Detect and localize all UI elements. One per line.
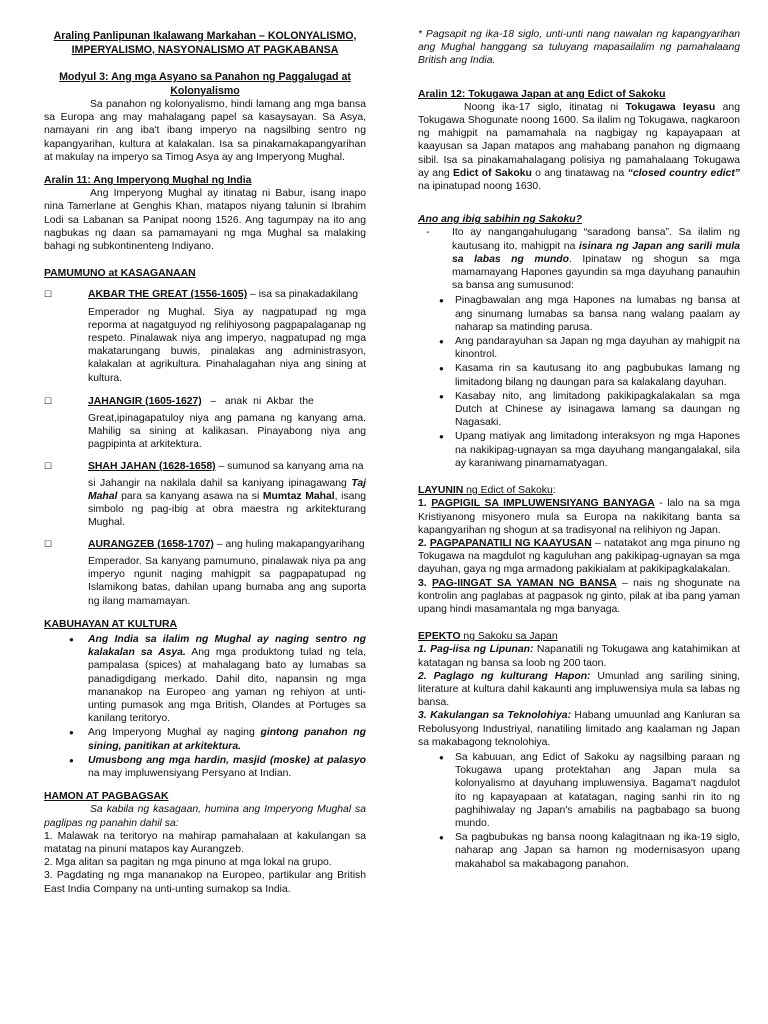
mumtaz-mahal: Mumtaz Mahal bbox=[262, 491, 335, 503]
item-text: Ang Imperyong Mughal ay naging bbox=[88, 727, 261, 739]
ruler-akbar bbox=[44, 288, 366, 301]
list-item: ● Kasama rin sa kautusang ito ang pagbubukas lamang ng limitadong bilang ng daungan para sa kalakalang dayuhan. bbox=[418, 362, 740, 388]
ruler-intro: – sumunod sa kanyang ama na bbox=[215, 460, 364, 472]
summary-list bbox=[418, 751, 740, 871]
item-emphasis: Umusbong ang mga hardin, masjid (moske) at palasyo bbox=[88, 754, 366, 766]
epekto-item bbox=[418, 643, 740, 669]
hamon-item: 2. Mga alitan sa pagitan ng mga pinuno at mga lokal na grupo. bbox=[44, 857, 332, 869]
epekto-item bbox=[418, 670, 740, 710]
ruler-intro: – ang huling makapangyarihang bbox=[213, 538, 365, 550]
intro-paragraph: Sa panahon ng kolonyalismo, hindi lamang ang mga bansa sa Europa ang may mahalagang papel sa kasaysayan. Sa Asya, namayani rin ang iba't ibang imperyo na nagsilbing sentro ng kapangyarihan, kultura at kalakalan. Isa sa pinakamakapangyarihan at makulay na imperyo sa Timog Asya ay ang Imperyong Mughal. bbox=[44, 99, 366, 163]
item-number: 1. bbox=[418, 498, 432, 510]
item-head: 1. Pag-iisa ng Lipunan: bbox=[418, 644, 534, 656]
taj-mahal: Taj Mahal bbox=[88, 477, 366, 503]
ruler-shah-jahan bbox=[44, 460, 366, 473]
checkbox-glyph-icon: ☐ bbox=[44, 460, 53, 471]
item-text: Umunlad ang sariling sining, literature at kultura dahil kakaunti ang impluwensiya mula sa labas ng bansa. bbox=[418, 670, 740, 709]
edict-of-sakoku: Edict of Sakoku bbox=[452, 167, 532, 179]
document-title-line2: IMPERYALISMO, NASYONALISMO AT PAGKABANSA bbox=[71, 43, 339, 56]
module-title-line1: Modyul 3: Ang mga Asyano sa Panahon ng Paggalugad at bbox=[59, 71, 351, 83]
document-title-line1: Araling Panlipunan Ikalawang Markahan – KOLONYALISMO, bbox=[53, 30, 357, 42]
ruler-description: Emperador ng Mughal. Siya ay nagpatupad ng mga reporma at nagatguyod ng relihiyosong pagpapalaganap ng respeto. Pinalawak niya ang imperyo, nagpatupad ng mga makatarungang buwis, pinalakas ang administrasyon, kalakalan at agrikultura. Pinahalagahan niya ang sining at kultura. bbox=[88, 306, 366, 384]
list-item: ● Upang matiyak ang limitadong interaksyon ng mga Hapones na nakikipag-ugnayan sa mga dayuhang mangangalakal, sila ay karaniwang pinamamatyagan. bbox=[418, 430, 740, 470]
ruler-description: Emperador. Sa kanyang pamumuno, pinalawak niya pa ang imperyo ngunit naging mahigpit sa pagpapatupad ng Islamikong batas, dahilan upang bumaba ang ang suporta ng ilang mamamayan. bbox=[88, 555, 366, 607]
sakoku-rules-list bbox=[418, 294, 740, 470]
layunin-colon: : bbox=[552, 485, 556, 497]
hamon-intro: Sa kabila ng kasagaan, humina ang Imperyong Mughal sa paglipas ng panahin dahil sa: bbox=[44, 804, 366, 829]
mughal-note: * Pagsapit ng ika-18 siglo, unti-unti nang nawalan ng kapangyarihan ang Mughal hanggang sa tuluyang mapasailalim ng pamahalaang British ang India. bbox=[418, 29, 740, 67]
text-part: na ipinatupad noong 1630. bbox=[418, 181, 542, 193]
item-text: Napanatili ng Tokugawa ang katahimikan at katatagan ng bansa sa loob ng 200 taon. bbox=[418, 644, 740, 669]
ano-heading: Ano ang ibig sabihin ng Sakoku? bbox=[418, 214, 582, 226]
item-number: 3. bbox=[418, 577, 433, 589]
item-text: – nais ng shogunate na kontrolin ang paglabas at pagpasok ng ginto, pilak at iba pang yaman upang hindi masamantala ng mga banyaga. bbox=[418, 577, 740, 615]
item-head: 2. Paglago ng kulturang Hapon: bbox=[418, 670, 591, 682]
left-column bbox=[44, 0, 366, 896]
closed-country-edict: “closed country edict” bbox=[627, 167, 740, 179]
epekto-rest: ng Sakoku sa Japan bbox=[460, 631, 558, 643]
ruler-description: Great,ipinagapatuloy niya ang pamana ng kanyang ama. Mahilig sa sining at kalikasan. Pinayabong niya ang pagpipinta at arkitektura. bbox=[88, 413, 366, 451]
item-name: PAGPAPANATILI NG KAAYUSAN bbox=[429, 537, 592, 549]
right-column bbox=[418, 0, 740, 872]
item-emphasis: Ang India sa ilalim ng Mughal ay naging sentro ng kalakalan sa Asya. bbox=[88, 633, 366, 659]
ruler-name: AURANGZEB (1658-1707) bbox=[88, 538, 214, 550]
item-text: – natatakot ang mga pinuno ng Tokugawa na magdulot ng kaguluhan ang pakikipag-ugnayan sa mga dayuhan, gaya ng mga armadong pakikialam at pakikipagkalakalan. bbox=[418, 537, 740, 576]
ruler-intro: – isa sa pinakadakilang bbox=[247, 289, 359, 301]
text-part: . Ipinataw ng shogun sa mga mamamayang Hapones gayundin sa mga dayuhang panauhin sa bansa ang sumusunod: bbox=[452, 253, 741, 292]
desc-part: si Jahangir na nakilala dahil sa kaniyang ipinagawang bbox=[88, 477, 352, 489]
checkbox-glyph-icon: ☐ bbox=[44, 289, 53, 300]
dash-bullet: - bbox=[426, 227, 430, 239]
hamon-item: 3. Pagdating ng mga mananakop na Europeo, partikular ang British East India Company na unti-unting sumakop sa India. bbox=[44, 870, 366, 895]
tokugawa-ieyasu: Tokugawa Ieyasu bbox=[625, 101, 716, 113]
kabuhayan-list bbox=[44, 633, 366, 780]
list-item bbox=[44, 726, 366, 752]
item-text: na may impluwensiyang Persyano at Indian. bbox=[88, 767, 292, 779]
epekto-item bbox=[418, 709, 740, 749]
list-item: ● Kasabay nito, ang limitadong pakikipagkalakalan sa mga Dutch at Chinese ay isinagawa lamang sa daungan ng Nagasaki. bbox=[418, 390, 740, 430]
epekto-label: EPEKTO bbox=[418, 631, 461, 643]
text-part: o ang tinatawag na bbox=[531, 167, 628, 179]
hamon-item: 1. Malawak na teritoryo na mahirap pamahalaan at kakulangan sa matatag na pinuni matapos kay Aurangzeb. bbox=[44, 830, 366, 855]
ruler-name: AKBAR THE GREAT (1556-1605) bbox=[88, 289, 248, 301]
ruler-jahangir bbox=[44, 395, 366, 408]
list-item bbox=[44, 633, 366, 725]
ruler-name: JAHANGIR (1605-1627) bbox=[88, 395, 202, 407]
list-item bbox=[44, 754, 366, 780]
aralin12-heading: Aralin 12: Tokugawa Japan at ang Edict of Sakoku bbox=[418, 88, 666, 100]
text-part: Ito ay nangangahulugang “saradong bansa”. Sa ilalim ng kautusang ito, mahigpit na bbox=[452, 227, 740, 252]
list-item: ● Sa pagbubukas ng bansa noong kalagitnaan ng ika-19 siglo, naharap ang Japan sa hamon ng modernisasyon upang makahabol sa makabagong panahon. bbox=[418, 831, 740, 871]
aralin12-paragraph bbox=[418, 101, 740, 193]
layunin-item bbox=[418, 497, 740, 537]
list-item: ● Ang pandarayuhan sa Japan ng mga dayuhan ay mahigpit na kinontrol. bbox=[418, 335, 740, 361]
module-title-line2: Kolonyalismo bbox=[170, 84, 240, 97]
aralin11-paragraph: Ang Imperyong Mughal ay itinatag ni Babur, isang inapo nina Tamerlane at Genghis Khan, matapos niyang talunin si Ibrahim Lodi sa Labanan sa Panipat noong 1526. Ang tagumpay na ito ang nagbukas ng daan sa pamamayani ng mga Mughal sa malaking bahagi ng subkontinenteng Indiyano. bbox=[44, 188, 366, 253]
checkbox-glyph-icon: ☐ bbox=[44, 538, 53, 549]
document-title bbox=[44, 30, 366, 57]
ruler-aurangzeb bbox=[44, 538, 366, 551]
ruler-name: SHAH JAHAN (1628-1658) bbox=[88, 460, 216, 472]
aralin11-heading: Aralin 11: Ang Imperyong Mughal ng India bbox=[44, 175, 252, 187]
item-emphasis: gintong panahon ng sining, panitikan at arkitektura. bbox=[88, 727, 366, 752]
list-item: ● Pinagbawalan ang mga Hapones na lumabas ng bansa at ang sinumang lumabas sa bansa nang walang paalam ay naharap sa matinding parusa. bbox=[418, 294, 740, 334]
pamumuno-heading: PAMUMUNO at KASAGANAAN bbox=[44, 268, 196, 280]
checkbox-glyph-icon: ☐ bbox=[44, 395, 53, 406]
ruler-description bbox=[88, 477, 366, 530]
module-title bbox=[44, 71, 366, 98]
hamon-heading: HAMON AT PAGBAGSAK bbox=[44, 791, 169, 803]
item-name: PAGPIGIL SA IMPLUWENSIYANG BANYAGA bbox=[431, 498, 655, 510]
item-head: 3. Kakulangan sa Teknolohiya: bbox=[418, 710, 572, 722]
layunin-heading bbox=[418, 484, 740, 497]
text-part: ang Tokugawa Shogunate noong 1600. Sa ilalim ng Tokugawa, nagkaroon ng mahigpit na pamamahala na nagbigay ng kapayapaan at kaayusan sa Japan matapos ang mahabang panahon ng digmaang sibil. Isa sa pinakamahalagang polisiya ng pamahalaang Tokugawa ay ang bbox=[418, 101, 740, 179]
item-text: Ang mga produktong tulad ng tela, pampalasa (spices) at mahalagang bato ay lumabas sa panadigdigang merkado. Dahil dito, napansin ng mga mananakop na Europeo ang yaman ng rehiyon at unti-unting pumasok ang mga British, Olandes at Portuges sa kanilang teritoryo. bbox=[88, 647, 367, 725]
desc-part: para sa kanyang asawa na si bbox=[117, 491, 263, 503]
layunin-label: LAYUNIN bbox=[418, 485, 464, 497]
layunin-item bbox=[418, 577, 740, 617]
item-number: 2. bbox=[418, 537, 430, 549]
ano-emphasis: isinara ng Japan ang sarili mula sa labas ng mundo bbox=[452, 240, 740, 265]
list-item: ● Sa kabuuan, ang Edict of Sakoku ay nagsilbing paraan ng Tokugawa upang protektahan ang Japan mula sa kolonyalismo at dayuhang impluwensiya. Bagama't nagdulot ito ng kapayapaan at katatagan, naging sanhi rin ito ng paghihiwalay ng Japan's amabilis na pagbabago sa buong mundo. bbox=[418, 751, 740, 830]
item-name: PAG-IINGAT SA YAMAN NG BANSA bbox=[432, 577, 617, 589]
layunin-item bbox=[418, 537, 740, 577]
ruler-intro: – anak ni Akbar the bbox=[201, 395, 314, 407]
desc-part: , isang simbolo ng pag-ibig at obra maestra ng arkitekturang Mughal. bbox=[88, 491, 366, 529]
item-text: - lalo na sa mga Kristiyanong misyonero mula sa Europa na nakikitang banta sa kapangyarihan ng shogun at sa tradisyonal na relihiyon ng Japan. bbox=[418, 498, 740, 536]
text-part: Noong ika-17 siglo, itinatag ni bbox=[464, 101, 626, 113]
ano-dash-item bbox=[418, 226, 740, 292]
epekto-heading bbox=[418, 630, 740, 643]
kabuhayan-heading: KABUHAYAN AT KULTURA bbox=[44, 618, 177, 630]
item-text: Habang umuunlad ang Kanluran sa Rebolusyong Industriyal, nanatiling limitado ang kaalaman ng Japan sa makabagong teknolohiya. bbox=[418, 710, 740, 748]
layunin-rest: ng Edict of Sakoku bbox=[463, 485, 553, 497]
